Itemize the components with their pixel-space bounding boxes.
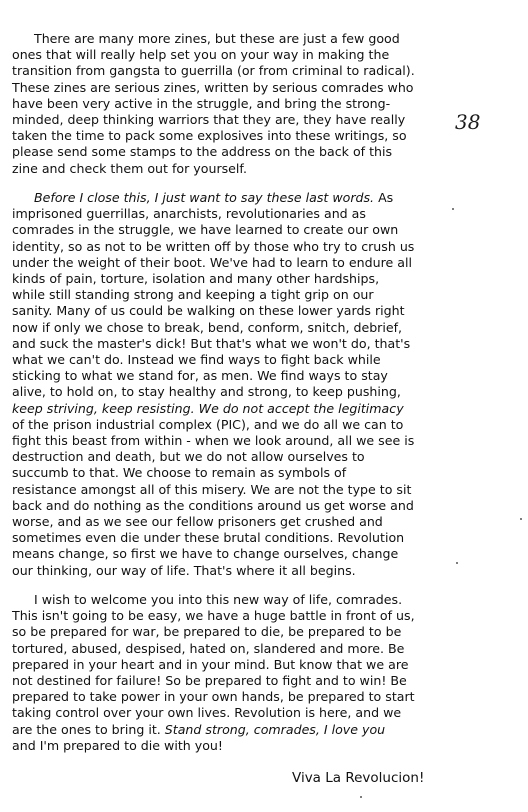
body-text: kinds of pain, torture, isolation and many other hardships, [12, 271, 380, 286]
body-text: There are many more zines, but these are just a few good [34, 31, 400, 46]
body-text: imprisoned guerrillas, anarchists, revolutionaries and as [12, 206, 366, 222]
scan-speck [452, 208, 454, 210]
body-text: what we can't do. Instead we find ways to fight back while [12, 352, 381, 367]
text-line [12, 722, 385, 738]
text-line [12, 144, 392, 160]
text-line [34, 592, 402, 608]
text-line [12, 641, 404, 657]
body-text: identity, so as not to be written off by those who try to crush us [12, 238, 415, 254]
text-line [12, 498, 414, 514]
body-text: ones that will really help set you on your way in making the [12, 47, 390, 63]
body-text: transition from gangsta to guerrilla (or from criminal to radical). [12, 63, 415, 79]
body-text: not destined for failure! So be prepared to fight and to win! Be [12, 673, 407, 688]
text-line [12, 80, 414, 96]
body-text: under the weight of their boot. We've had to learn to endure all [12, 254, 412, 270]
text-line [12, 96, 390, 112]
text-line [12, 352, 381, 368]
text-line [12, 287, 374, 303]
body-text: succumb to that. We choose to remain as symbols of [12, 465, 347, 481]
body-text: worse, and as we see our fellow prisoners get crushed and [12, 514, 383, 529]
body-text: taken the time to pack some explosives into these writings, so [12, 128, 407, 144]
scan-speck [520, 518, 522, 520]
text-line [12, 563, 356, 579]
text-line [12, 465, 346, 481]
text-line [12, 47, 389, 63]
text-line [12, 449, 365, 465]
body-text: resistance amongst all of this misery. We are not the type to sit [12, 481, 412, 497]
text-line [12, 624, 401, 640]
body-text: As [374, 190, 394, 205]
body-text: and suck the master's dick! But that's what we won't do, that's [12, 335, 411, 351]
text-line [12, 546, 398, 562]
body-text: and I'm prepared to die with you! [12, 737, 223, 753]
text-line [12, 222, 398, 238]
text-line [12, 161, 247, 177]
body-text: have been very active in the struggle, and bring the strong- [12, 95, 391, 111]
text-line [12, 112, 405, 128]
body-text: destruction and death, but we do not allow ourselves to [12, 449, 365, 465]
body-text: minded, deep thinking warriors that they are, they have really [12, 112, 406, 127]
body-text: alive, to hold on, to stay healthy and strong, to keep pushing, [12, 384, 401, 400]
body-text: fight this beast from within - when we look around, all we see is [12, 433, 415, 448]
text-line [12, 255, 412, 271]
text-line [12, 384, 401, 400]
text-line [12, 63, 415, 79]
scan-speck [360, 796, 362, 798]
body-text: please send some stamps to the address on the back of this [12, 144, 393, 160]
body-text: These zines are serious zines, written by serious comrades who [12, 79, 414, 95]
text-line [12, 608, 415, 624]
scan-speck [456, 562, 458, 564]
text-line [12, 303, 405, 319]
text-line [12, 482, 411, 498]
text-line [12, 320, 402, 336]
text-line [12, 239, 414, 255]
emphasis-text: Stand strong, comrades, I love you [160, 721, 386, 737]
body-text: back and do nothing as the conditions around us get worse and [12, 497, 414, 513]
text-line [12, 738, 223, 754]
body-text: our thinking, our way of life. That's where it all begins. [12, 562, 356, 578]
body-text: means change, so first we have to change ourselves, change [12, 546, 399, 562]
body-text: sanity. Many of us could be walking on these lower yards right [12, 303, 405, 319]
text-line [12, 514, 383, 530]
text-line [12, 336, 410, 352]
body-text: prepared to take power in your own hands, be prepared to start [12, 689, 415, 705]
body-text: tortured, abused, despised, hated on, slandered and more. Be [12, 640, 405, 656]
text-line [34, 31, 400, 47]
text-line [12, 128, 407, 144]
text-line [12, 705, 401, 721]
body-text: now if only we chose to break, bend, conform, snitch, debrief, [12, 319, 403, 335]
body-text: sometimes even die under these brutal conditions. Revolution [12, 530, 405, 546]
body-text: I wish to welcome you into this new way of life, comrades. [34, 592, 403, 607]
body-text: zine and check them out for yourself. [12, 160, 247, 176]
body-text: sticking to what we stand for, as men. We find ways to stay [12, 368, 388, 384]
text-line [12, 401, 404, 417]
body-text: This isn't going to be easy, we have a huge battle in front of us, [12, 608, 415, 624]
body-text: taking control over your own lives. Revolution is here, and we [12, 705, 402, 721]
body-text: prepared in your heart and in your mind. But know that we are [12, 656, 409, 672]
emphasis-text: Before I close this, I just want to say these last words. [34, 190, 375, 205]
text-line [34, 190, 393, 206]
body-text: of the prison industrial complex (PIC), and we do all we can to [12, 416, 404, 432]
body-text: are the ones to bring it. [12, 721, 161, 737]
text-line [12, 206, 366, 222]
text-line [12, 368, 388, 384]
body-text: comrades in the struggle, we have learned to create our own [12, 222, 399, 238]
body-text: while still standing strong and keeping a tight grip on our [12, 287, 374, 303]
page-number: 38 [455, 110, 481, 134]
text-line [12, 433, 414, 449]
body-text: so be prepared for war, be prepared to die, be prepared to be [12, 624, 402, 640]
text-line [12, 271, 379, 287]
text-line [12, 530, 404, 546]
emphasis-text: keep striving, keep resisting. We do not accept the legitimacy [12, 400, 404, 416]
text-line [12, 673, 407, 689]
closing-line: Viva La Revolucion! [292, 770, 425, 786]
text-line [12, 689, 415, 705]
text-line [12, 417, 403, 433]
text-line [12, 657, 408, 673]
